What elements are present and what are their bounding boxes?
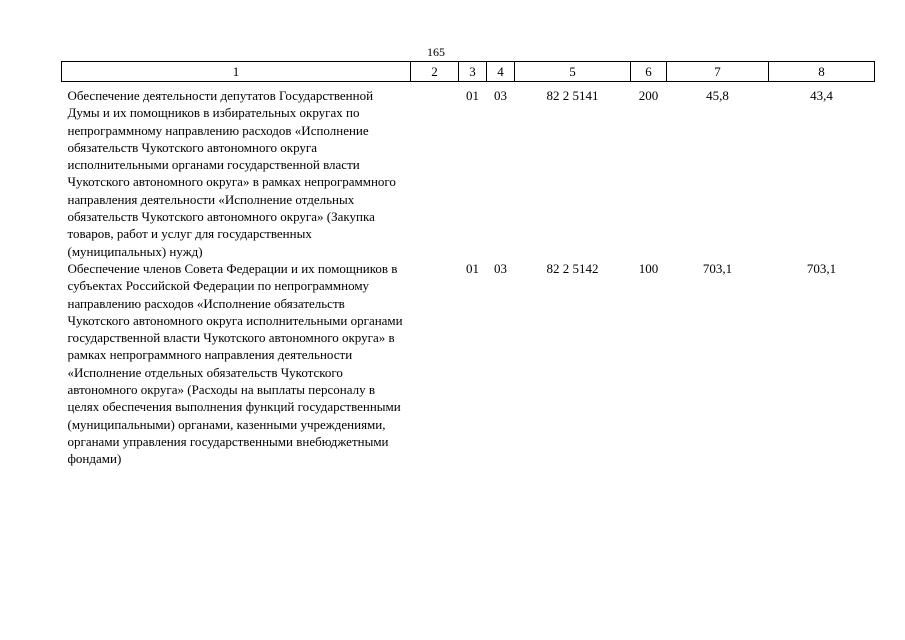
row-expense-type: 200	[638, 88, 659, 103]
column-header: 4	[487, 62, 515, 82]
page-number: 165	[427, 45, 445, 59]
row-subsection: 03	[494, 88, 507, 103]
row-col2	[411, 260, 459, 468]
column-header: 2	[411, 62, 459, 82]
column-header: 8	[769, 62, 875, 82]
budget-table	[61, 61, 875, 468]
row-amount-1: 703,1	[702, 260, 733, 276]
row-amount-1: 45,8	[706, 88, 729, 103]
table-row	[62, 82, 875, 260]
row-target: 82 2 5141	[546, 88, 599, 103]
row-description: Обеспечение деятельности депутатов Государственной Думы и их помощников в избирательных округах по непрограммному направлению расходов «Исполнение обязательств Чукотского автономного округа исполнительными органами государственной власти Чукотского автономного округа» в рамках непрограммного направления деятельности «Исполнение отдельных обязательств Чукотского автономного округа» (Закупка товаров, работ и услуг для государственных (муниципальных) нужд)	[67, 88, 396, 259]
row-section: 01	[466, 88, 479, 103]
row-section: 01	[466, 260, 479, 276]
header-row	[62, 62, 875, 82]
column-header: 6	[631, 62, 667, 82]
row-amount-2: 703,1	[806, 260, 837, 276]
row-target: 82 2 5142	[546, 260, 599, 276]
column-header: 1	[62, 62, 411, 82]
column-header: 7	[667, 62, 769, 82]
row-expense-type: 100	[638, 260, 659, 276]
column-header: 3	[459, 62, 487, 82]
column-header: 5	[515, 62, 631, 82]
row-description: Обеспечение членов Совета Федерации и их помощников в субъектах Российской Федерации по непрограммному направлению расходов «Исполнение обязательств Чукотского автономного округа исполнительными органами государственной власти Чукотского автономного округа» в рамках непрограммного направления деятельности «Исполнение отдельных обязательств Чукотского автономного округа» (Расходы на выплаты персоналу в целях обеспечения выполнения функций государственными (муниципальными) органами, казенными учреждениями, органами управления государственными внебюджетными фондами)	[67, 260, 403, 467]
table-row	[62, 260, 875, 468]
row-subsection: 03	[494, 260, 507, 276]
row-col2	[411, 82, 459, 260]
row-amount-2: 43,4	[810, 88, 833, 103]
